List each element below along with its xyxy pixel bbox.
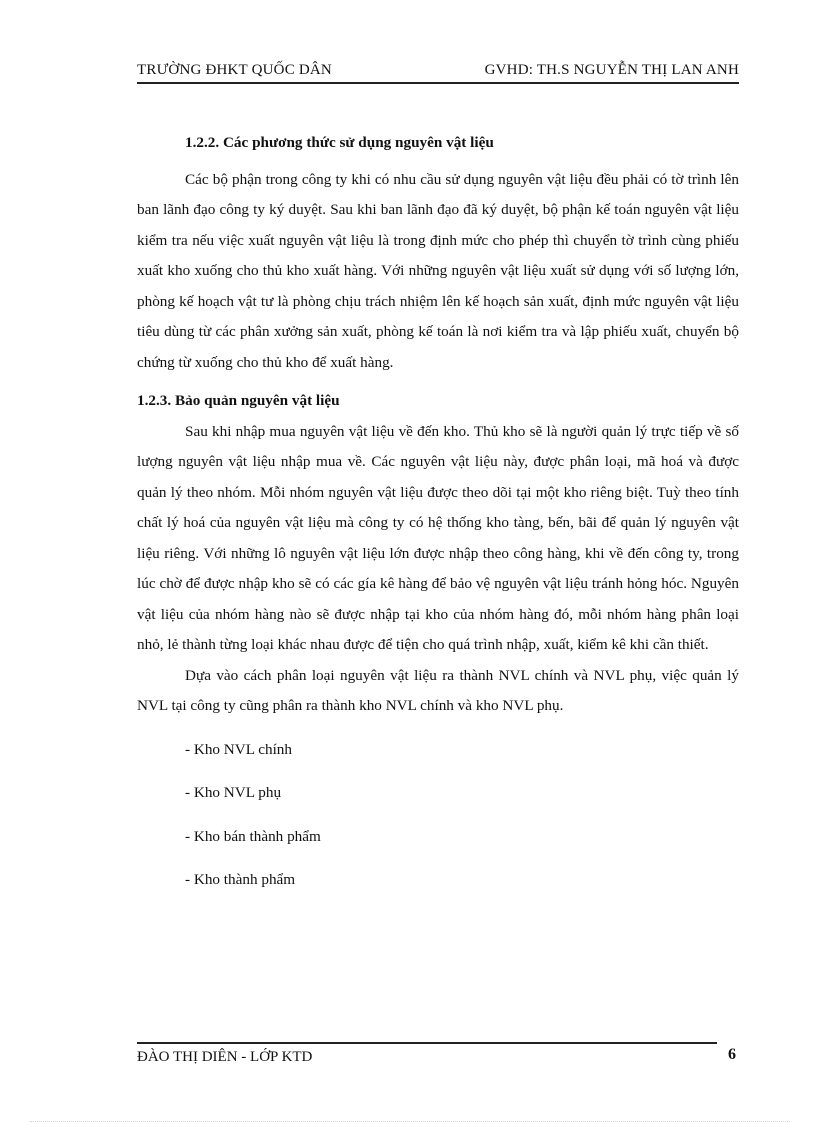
document-body: [137, 128, 739, 896]
section-122-heading: 1.2.2. Các phương thức sử dụng nguyên vật liệu: [185, 134, 494, 151]
page-number: 6: [728, 1046, 736, 1063]
page-bottom-border: [30, 1121, 790, 1122]
list-item-finished-goods: - Kho thành phẩm: [185, 871, 296, 888]
footer-author: ĐÀO THỊ DIÊN - LỚP KTD: [137, 1049, 313, 1065]
list-item-main-materials: - Kho NVL chính: [185, 740, 292, 758]
header-school: TRƯỜNG ĐHKT QUỐC DÂN: [137, 62, 332, 78]
page-header: [137, 58, 739, 84]
list-item-semi-finished: - Kho bán thành phẩm: [185, 827, 321, 845]
list-item-aux-materials: - Kho NVL phụ: [185, 784, 282, 801]
section-123-paragraph-2: Dựa vào cách phân loại nguyên vật liệu ra thành NVL chính và NVL phụ, việc quản lý NVL tại công ty cũng phân ra thành kho NVL chính và kho NVL phụ.: [137, 666, 739, 714]
section-123-paragraph-1: Sau khi nhập mua nguyên vật liệu về đến kho. Thủ kho sẽ là người quản lý trực tiếp về số lượng nguyên vật liệu nhập mua về. Các nguyên vật liệu này, được phân loại, mã hoá và được quản lý theo nhóm. Mỗi nhóm nguyên vật liệu được theo dõi tại một kho riêng biệt. Tuỳ theo tính chất lý hoá của nguyên vật liệu mà công ty có hệ thống kho tàng, bến, bãi để quản lý nguyên vật liệu riêng. Với những lô nguyên vật liệu lớn được nhập theo công hàng, khi về đến công ty, trong lúc chờ để được nhập kho sẽ có các gía kê hàng để bảo vệ nguyên vật liệu tránh hỏng hóc. Nguyên vật liệu của nhóm hàng nào sẽ được nhập tại kho của nhóm hàng đó, mỗi nhóm hàng phân loại nhỏ, lẻ thành từng loại khác nhau được để tiện cho quá trình nhập, xuất, kiểm kê khi cần thiết.: [137, 422, 739, 653]
header-supervisor: GVHD: TH.S NGUYỄN THỊ LAN ANH: [484, 62, 739, 78]
section-123-heading: 1.2.3. Bảo quản nguyên vật liệu: [137, 392, 340, 409]
section-122-paragraph: Các bộ phận trong công ty khi có nhu cầu sử dụng nguyên vật liệu đều phải có tờ trình lên ban lãnh đạo công ty ký duyệt. Sau khi ban lãnh đạo đã ký duyệt, bộ phận kế toán nguyên vật liệu kiểm tra nếu việc xuất nguyên vật liệu là trong định mức cho phép thì chuyển tờ trình cùng phiếu xuất kho xuống cho thủ kho xuất hàng. Với những nguyên vật liệu xuất sử dụng với số lượng lớn, phòng kế hoạch vật tư là phòng chịu trách nhiệm lên kế hoạch sản xuất, định mức nguyên vật liệu tiêu dùng từ các phân xưởng sản xuất, phòng kế toán là nơi kiểm tra và lập phiếu xuất, chuyển bộ chứng từ xuống cho thủ kho để xuất hàng.: [137, 170, 739, 371]
footer-rule: [137, 1042, 717, 1044]
